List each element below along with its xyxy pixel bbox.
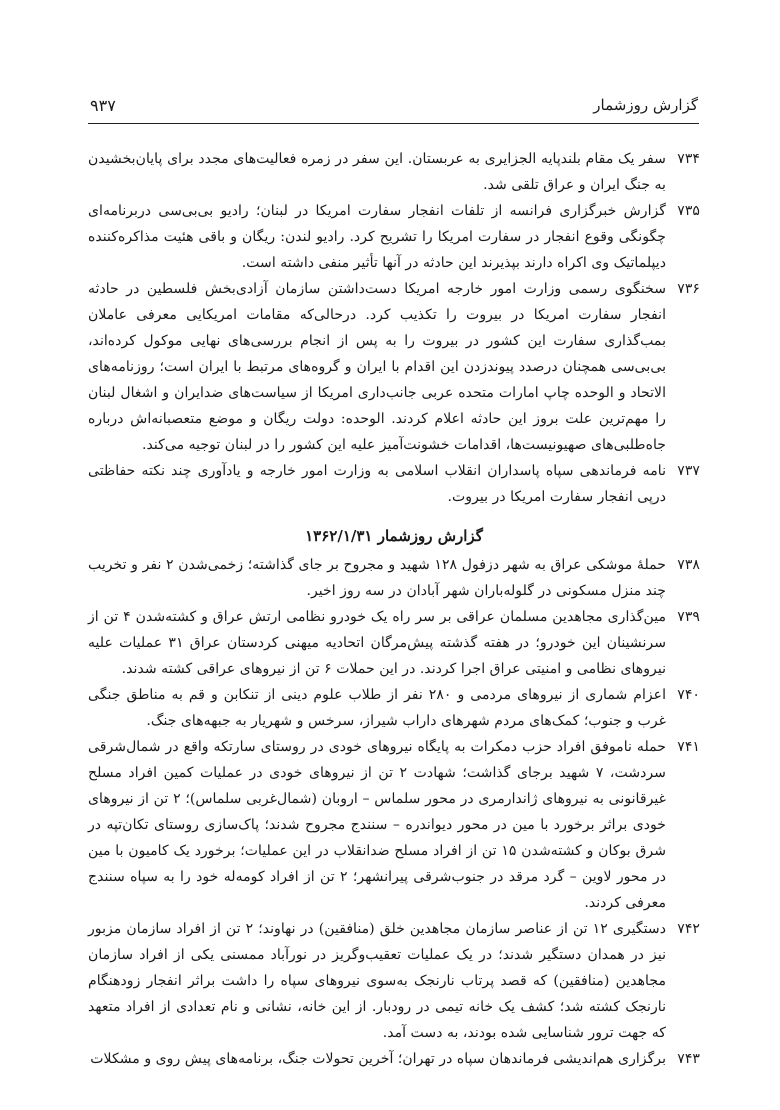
entry-text: حملهٔ موشکی عراق به شهر دزفول ۱۲۸ شهید و مجروح بر جای گذاشته؛ زخمی‌شدن ۲ نفر و تخریب چند منزل مسکونی در گلوله‌باران شهر آبادان در سه روز اخیر. (88, 557, 666, 599)
entry-number: ۷۳۵ (677, 203, 700, 219)
entry-text: نامه فرماندهی سپاه پاسداران انقلاب اسلامی به وزارت امور خارجه و یادآوری چند نکته حفاظتی درپی انفجار سفارت امریکا در بیروت. (88, 463, 666, 505)
entry-text: اعزام شماری از نیروهای مردمی و ۲۸۰ نفر از طلاب علوم دینی از تنکابن و قم به مناطق جنگی غرب و جنوب؛ کمک‌های مردم شهرهای داراب شیراز، سرخس و شهریار به جبهه‌های جنگ. (88, 687, 667, 729)
entry-item (88, 916, 700, 1046)
entry-number: ۷۳۷ (677, 463, 700, 479)
entry-number: ۷۳۴ (677, 151, 700, 167)
running-title: گزارش روزشمار (593, 96, 698, 114)
entry-item (88, 552, 700, 604)
entry-item (88, 146, 700, 198)
entry-item (88, 198, 700, 276)
entry-item (88, 276, 700, 458)
body-text (88, 146, 700, 1072)
entries-group-after (88, 552, 700, 1072)
entry-text: دستگیری ۱۲ تن از عناصر سازمان مجاهدین خلق (منافقین) در نهاوند؛ ۲ تن از افراد سازمان مزبور نیز در همدان دستگیر شدند؛ در یک عملیات تعقیب‌وگریز در نورآباد ممسنی یکی از افراد سازمان مجاهدین (منافقین) که قصد پرتاب نارنجک به‌سوی نیروهای سپاه را داشت براثر انفجار زودهنگام نارنجک کشته شد؛ کشف یک خانه تیمی در رودبار. از این خانه، نشانی و نام تعدادی از افراد متعهد که جهت ترور شناسایی شده بودند، به دست آمد. (88, 921, 666, 1041)
entry-number: ۷۴۰ (677, 687, 700, 703)
entries-group-before (88, 146, 700, 510)
header-rule (88, 123, 699, 124)
entry-number: ۷۴۳ (677, 1051, 700, 1067)
entry-number: ۷۳۶ (677, 281, 700, 297)
entry-number: ۷۳۸ (677, 557, 700, 573)
entry-number: ۷۳۹ (677, 609, 700, 625)
entry-text: مین‌گذاری مجاهدین مسلمان عراقی بر سر راه یک خودرو نظامی ارتش عراق و کشته‌شدن ۴ تن از سرنشینان این خودرو؛ در هفته گذشته پیش‌مرگان اتحادیه میهنی کردستان عراق ۳۱ عملیات علیه نیروهای نظامی و امنیتی عراق اجرا کردند. در این حملات ۶ تن از نیروهای عراقی کشته شدند. (88, 609, 666, 677)
running-header (90, 94, 698, 120)
entry-text: سخنگوی رسمی وزارت امور خارجه امریکا دست‌داشتن سازمان آزادی‌بخش فلسطین در حادثه انفجار سفارت امریکا در بیروت را تکذیب کرد. درحالی‌که مقامات امریکایی معرفی عاملان بمب‌گذاری سفارت این کشور در بیروت را به پس از انجام بررسی‌های نهایی موکول کرده‌اند، بی‌بی‌سی همچنان درصدد پیوندزدن این اقدام با ایران و گروه‌های مرتبط با ایران است؛ روزنامه‌های الاتحاد و الوحده چاپ امارات متحده عربی جانب‌داری امریکا از سیاست‌های ضدایران و اشغال لبنان را مهم‌ترین علت بروز این حادثه اعلام کردند. الوحده: دولت ریگان و موضع متعصبانه‌اش درباره جاه‌طلبی‌های صهیونیست‌ها، اقدامات خشونت‌آمیز علیه این کشور را در لبنان توجیه می‌کند. (88, 281, 666, 453)
entry-text: گزارش خبرگزاری فرانسه از تلفات انفجار سفارت امریکا در لبنان؛ رادیو بی‌بی‌سی دربرنامه‌ای چگونگی وقوع انفجار در سفارت امریکا را تشریح کرد. رادیو لندن: ریگان و باقی هئیت مذاکره‌کننده دیپلماتیک وی اکراه دارند بپذیرند این حادثه در آنها تأثیر منفی داشته است. (88, 203, 666, 271)
entry-item (88, 604, 700, 682)
entry-number: ۷۴۲ (677, 921, 700, 937)
entry-item (88, 1046, 700, 1072)
date-heading: گزارش روزشمار ۱۳۶۲/۱/۳۱ (305, 527, 483, 545)
entry-number: ۷۴۱ (677, 739, 700, 755)
entry-item (88, 682, 700, 734)
entry-text: حمله ناموفق افراد حزب دمکرات به پایگاه نیروهای خودی در روستای سارتکه واقع در شمال‌شرقی سردشت، ۷ شهید برجای گذاشت؛ شهادت ۲ تن از نیروهای خودی در عملیات کمین افراد مسلح غیرقانونی به نیروهای ژاندارمری در محور سلماس – اروبان (شمال‌غربی سلماس)؛ ۲ تن از نیروهای خودی براثر برخورد با مین در محور دیواندره – سنندج مجروح شدند؛ پاک‌سازی روستای تکان‌تپه در شرق بوکان و کشته‌شدن ۱۵ تن از افراد مسلح ضدانقلاب در این عملیات؛ برخورد یک کامیون با مین در محور لاوین – گرد مرقد در جنوب‌شرقی پیرانشهر؛ ۲ تن از افراد کومه‌له خود را به سپاه سنندج معرفی کردند. (88, 739, 667, 911)
entry-item (88, 734, 700, 916)
page-number: ۹۳۷ (90, 96, 116, 115)
entry-text: برگزاری هم‌اندیشی فرماندهان سپاه در تهران؛ آخرین تحولات جنگ، برنامه‌های پیش روی و مشکلات (90, 1051, 666, 1067)
entry-item (88, 458, 700, 510)
entry-text: سفر یک مقام بلندپایه الجزایری به عربستان. این سفر در زمره فعالیت‌های مجدد برای پایان‌بخشیدن به جنگ ایران و عراق تلقی شد. (88, 151, 666, 193)
